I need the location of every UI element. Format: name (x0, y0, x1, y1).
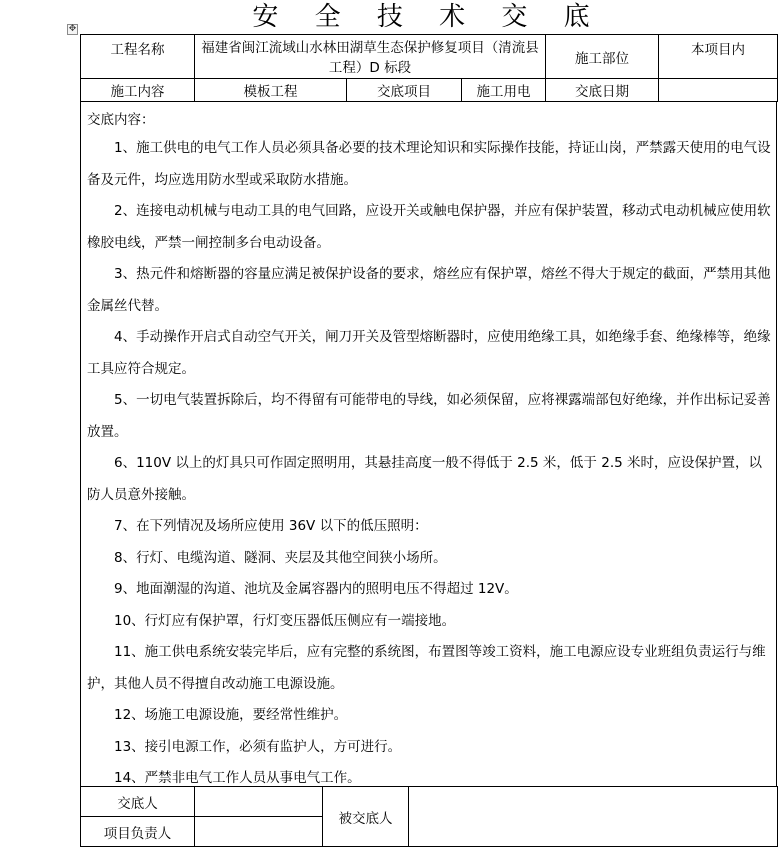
project-name-value: 福建省闽江流域山水林田湖草生态保护修复项目（清流县工程）D 标段 (195, 35, 546, 79)
receiver-label: 被交底人 (323, 787, 409, 847)
list-item: 1、施工供电的电气工作人员必须具备必要的技术理论知识和实际操作技能，持证山岗，严禁露天使用的电气设备及元件，均应选用防水型或采取防水措施。 (87, 140, 771, 188)
discloser-label: 交底人 (81, 787, 195, 817)
move-handle-icon[interactable]: ✥ (68, 24, 77, 34)
disclosure-item-value: 施工用电 (462, 79, 546, 102)
discloser-signature-field[interactable] (195, 787, 323, 817)
list-item: 3、热元件和熔断器的容量应满足被保护设备的要求，熔丝应有保护罩，熔丝不得大于规定的截面，严禁用其他金属丝代替。 (87, 266, 771, 314)
signature-table (80, 786, 778, 847)
disclosure-intro: 交底内容： (87, 112, 155, 128)
list-item: 12、场施工电源设施，要经常性维护。 (114, 707, 348, 723)
project-lead-label: 项目负责人 (81, 817, 195, 847)
disclosure-date-value (659, 79, 778, 102)
list-item: 6、110V 以上的灯具只可作固定照明用，其悬挂高度一般不得低于 2.5 米，低于 2.5 米时，应设保护置，以防人员意外接触。 (87, 455, 762, 503)
list-item: 5、一切电气装置拆除后，均不得留有可能带电的导线，如必须保留，应将裸露端部包好绝缘，并作出标记妥善放置。 (87, 392, 771, 440)
list-item: 9、地面潮湿的沟道、池坑及金属容器内的照明电压不得超过 12V。 (114, 581, 518, 597)
project-lead-signature-field[interactable] (195, 817, 323, 847)
list-item: 14、严禁非电气工作人员从事电气工作。 (114, 770, 361, 786)
disclosure-content (80, 101, 777, 786)
header-table (80, 34, 778, 102)
list-item: 11、施工供电系统安装完毕后，应有完整的系统图，布置图等竣工资料，施工电源应设专业班组负责运行与维护，其他人员不得擅自改动施工电源设施。 (87, 644, 766, 692)
list-item: 7、在下列情况及场所应使用 36V 以下的低压照明： (114, 518, 428, 534)
list-item: 8、行灯、电缆沟道、隧洞、夹层及其他空间狭小场所。 (114, 549, 447, 566)
list-item: 13、接引电源工作，必须有监护人，方可进行。 (114, 738, 402, 755)
list-item: 4、手动操作开启式自动空气开关，闸刀开关及管型熔断器时，应使用绝缘工具，如绝缘手套、绝缘棒等，绝缘工具应符合规定。 (87, 329, 771, 377)
receiver-signature-field[interactable] (409, 787, 778, 847)
disclosure-date-label: 交底日期 (546, 79, 659, 102)
page-title: 安 全 技 术 交 底 (252, 2, 604, 32)
construction-content-label: 施工内容 (81, 79, 195, 102)
construction-part-value: 本项目内 (659, 35, 778, 79)
construction-content-value: 模板工程 (195, 79, 347, 102)
disclosure-item-label: 交底项目 (347, 79, 462, 102)
construction-part-label: 施工部位 (546, 35, 659, 79)
project-name-label: 工程名称 (81, 35, 195, 79)
list-item: 10、行灯应有保护罩，行灯变压器低压侧应有一端接地。 (114, 612, 456, 629)
list-item: 2、连接电动机械与电动工具的电气回路，应设开关或触电保护器，并应有保护装置，移动式电动机械应使用软橡胶电线，严禁一闸控制多台电动设备。 (87, 203, 771, 251)
